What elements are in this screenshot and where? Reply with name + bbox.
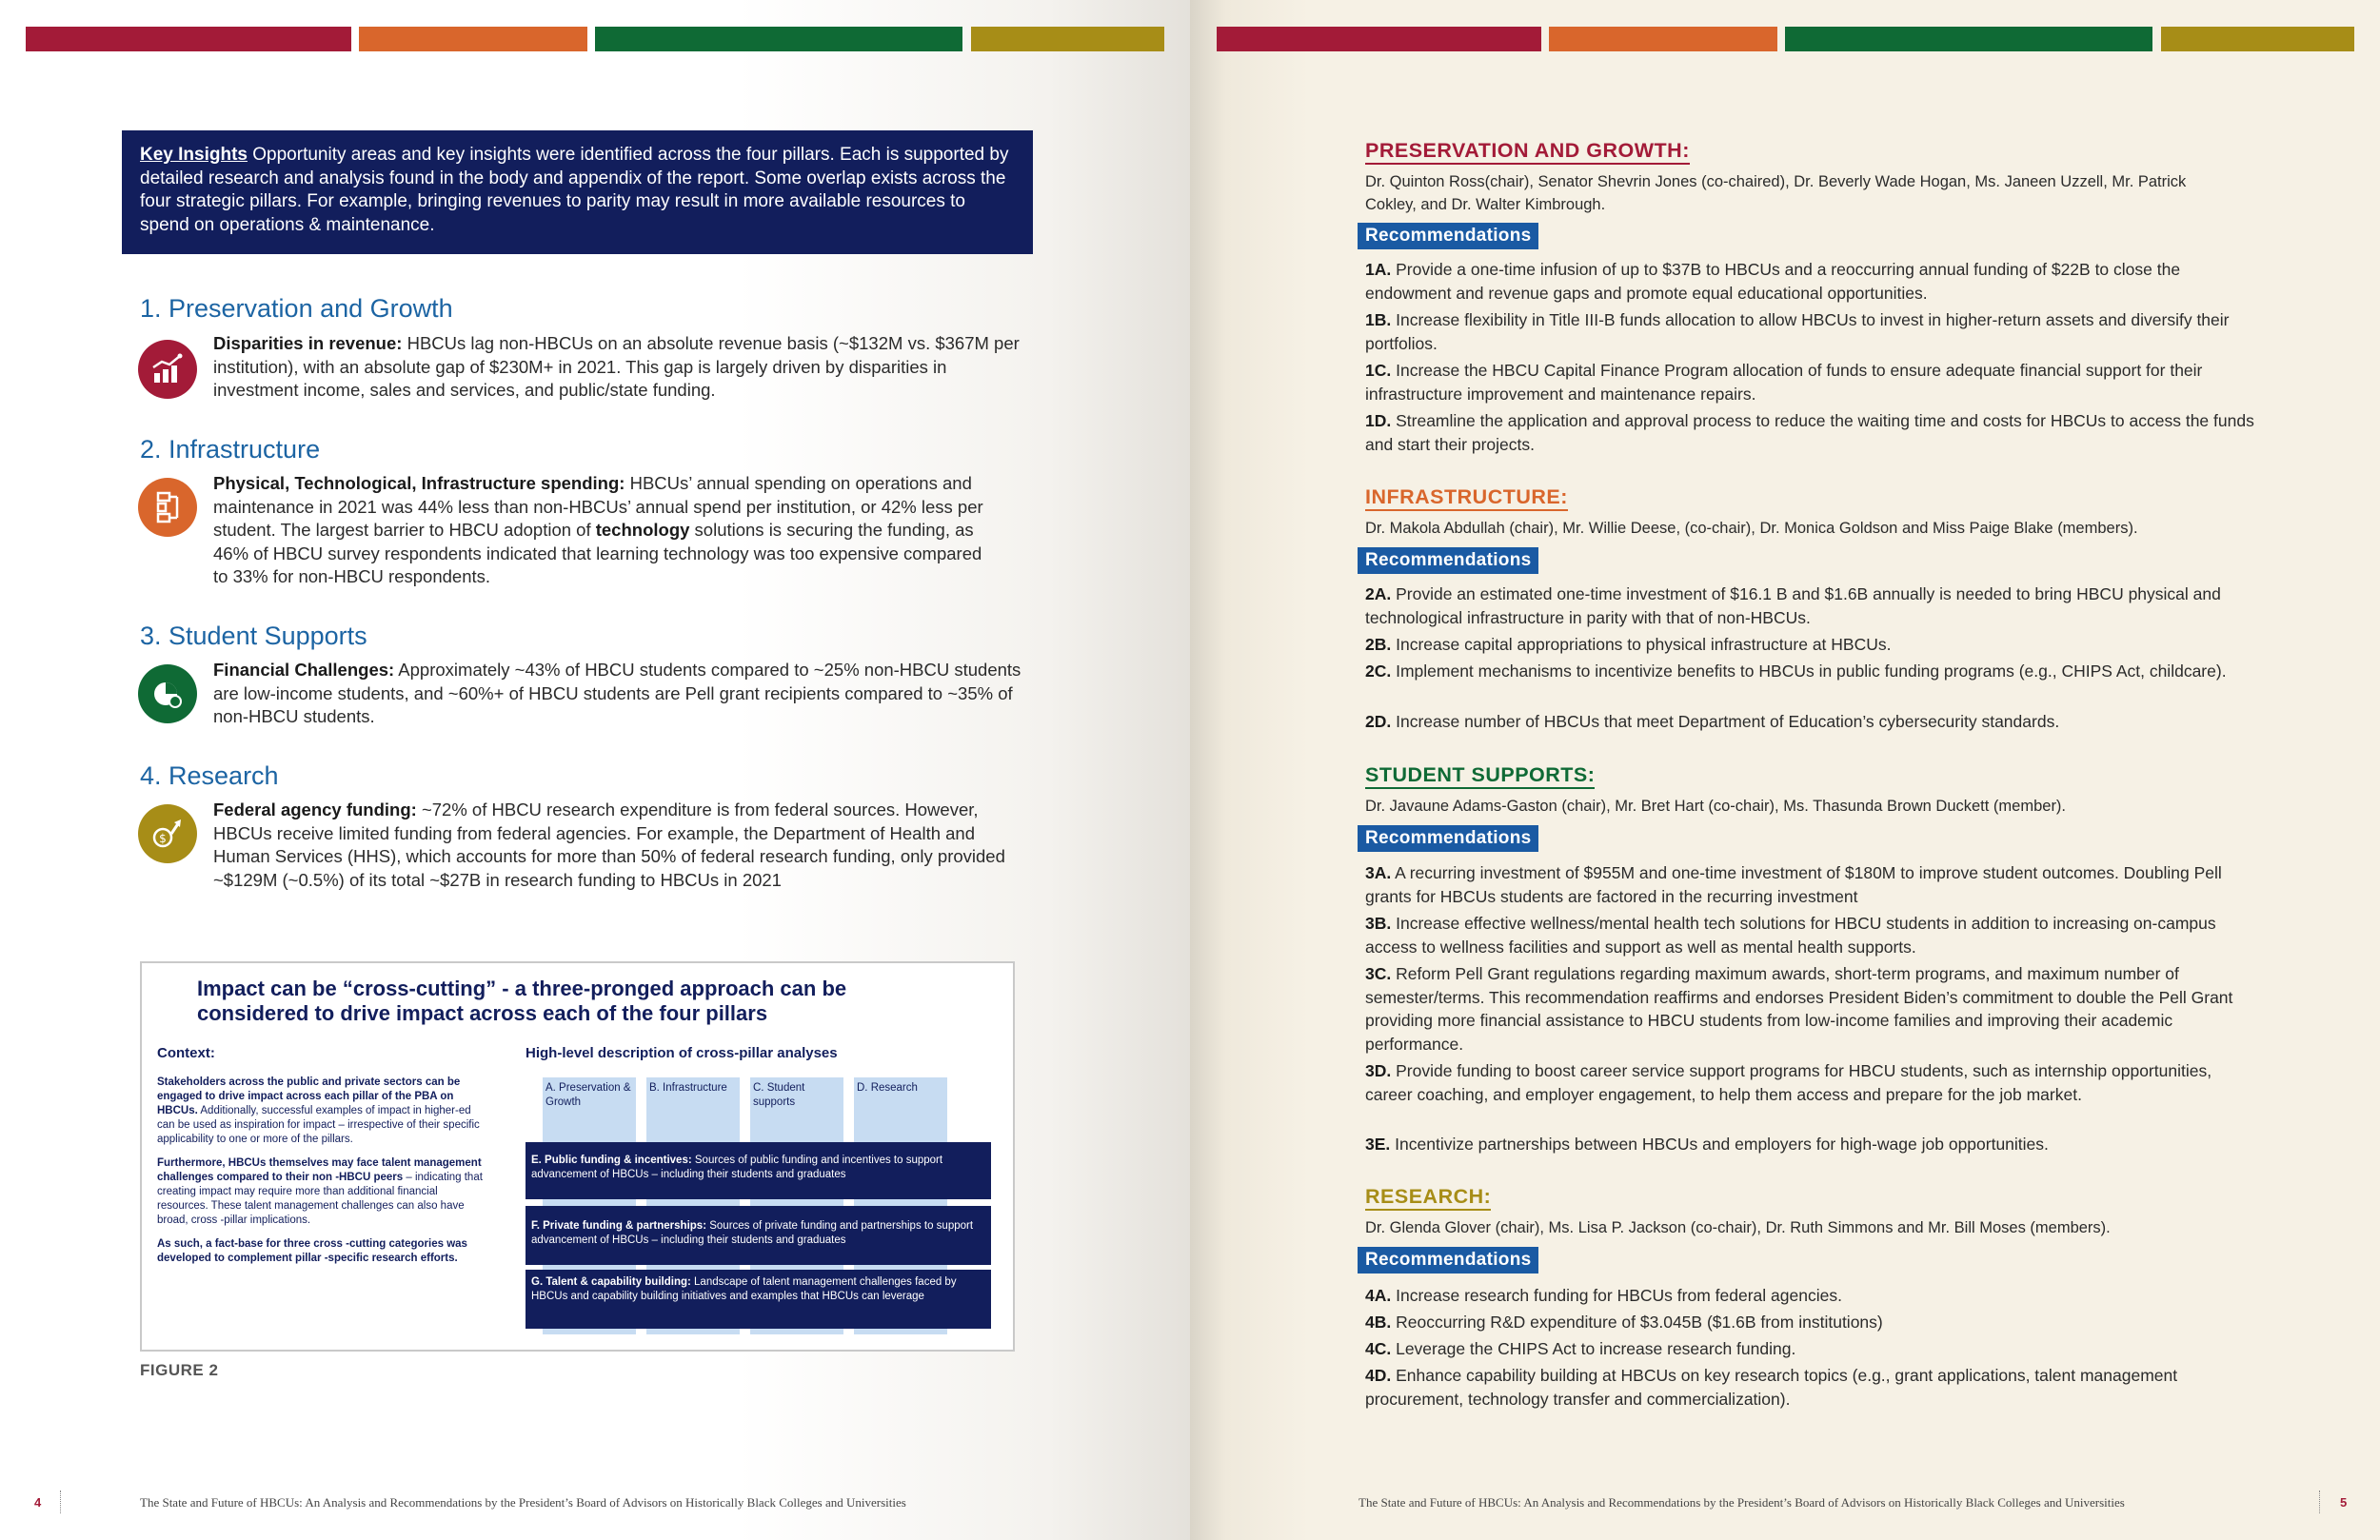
- rec-1a-id: 1A.: [1365, 260, 1392, 279]
- gold-color-bar: [971, 27, 1164, 51]
- figure-title: Impact can be “cross-cutting” - a three-pronged approach can be considered to drive impact across each of the four pillars: [197, 977, 847, 1025]
- rec-4d: [1365, 1364, 2260, 1411]
- rec-3c: [1365, 962, 2260, 1056]
- gold-color-bar: [2161, 27, 2354, 51]
- section-title-preservation: 1. Preservation and Growth: [140, 294, 453, 323]
- section-title-student-supports: 3. Student Supports: [140, 622, 367, 650]
- section-bold-preservation: Disparities in revenue:: [213, 333, 403, 353]
- rec-2a: [1365, 582, 2260, 629]
- row-e-bold: E. Public funding & incentives:: [531, 1155, 692, 1166]
- rec-4c-text: Leverage the CHIPS Act to increase research funding.: [1391, 1339, 1796, 1358]
- rec-1a: [1365, 258, 2260, 305]
- section-title-research: 4. Research: [140, 761, 279, 790]
- pillar-members-student-supports: Dr. Javaune Adams-Gaston (chair), Mr. Bret Hart (co-chair), Ms. Thasunda Brown Duckett (member).: [1365, 798, 2067, 815]
- section-body-research: [213, 799, 1032, 892]
- section-text-preservation: HBCUs lag non-HBCUs on an absolute revenue basis (~$132M vs. $367M per institution), with an absolute gap of $230M+ in 2021. This gap is largely driven by disparities in investment income, sales and services, and public/state funding.: [213, 333, 1020, 400]
- figure-cross-cutting: [140, 961, 1015, 1352]
- rec-2c-id: 2C.: [1365, 661, 1392, 681]
- pillar-title-student-supports-text: STUDENT SUPPORTS:: [1365, 763, 1595, 789]
- rec-1d-id: 1D.: [1365, 411, 1392, 430]
- rec-3a-text: A recurring investment of $955M and one-time investment of $180M to improve student outcomes. Doubling Pell grants for HBCUs students are factored in the recurring investment: [1365, 863, 2222, 906]
- crimson-color-bar: [1217, 27, 1541, 51]
- section-bold-technology: technology: [595, 520, 690, 540]
- pillar-title-preservation-text: PRESERVATION AND GROWTH:: [1365, 139, 1690, 165]
- key-insights-text: Opportunity areas and key insights were identified across the four pillars. Each is supported by detailed research and analysis found in the body and appendix of the report. Some overlap exists across the four strategic pillars. For example, bringing revenues to parity may result in more available resources to spend on operations & maintenance.: [140, 145, 1009, 235]
- rec-3b-id: 3B.: [1365, 914, 1392, 933]
- row-f-private-funding: [526, 1206, 991, 1265]
- context-p2: – indicating that creating impact may require more than additional financial resources. These talent management challenges can also have broad, cross -pillar implications.: [157, 1172, 483, 1226]
- section-bold-infrastructure: Physical, Technological, Infrastructure spending:: [213, 473, 625, 493]
- funding-growth-icon: [138, 804, 197, 863]
- rec-2a-text: Provide an estimated one-time investment of $16.1 B and $1.6B annually is needed to bring HBCU physical and technological infrastructure in parity with that of non-HBCUs.: [1365, 584, 2221, 627]
- section-text-infrastructure: HBCUs’ annual spending on operations and maintenance in 2021 was 44% less than non-HBCUs’ annual spend per institution, or 42% less per student. The largest barrier to HBCU adoption of: [213, 473, 983, 540]
- recommendations-label-2: Recommendations: [1358, 547, 1538, 574]
- rec-3c-id: 3C.: [1365, 964, 1392, 983]
- rec-2c-text: Implement mechanisms to incentivize benefits to HBCUs in public funding programs (e.g., CHIPS Act, childcare).: [1391, 661, 2227, 681]
- green-color-bar: [595, 27, 962, 51]
- section-title-infrastructure: 2. Infrastructure: [140, 435, 321, 464]
- infrastructure-icon: [138, 478, 197, 537]
- recommendations-label-3: Recommendations: [1358, 825, 1538, 852]
- green-color-bar: [1785, 27, 2152, 51]
- figure-hl-heading: High-level description of cross-pillar analyses: [526, 1045, 838, 1061]
- rec-3a-id: 3A.: [1365, 863, 1392, 882]
- context-p3: As such, a fact-base for three cross -cutting categories was developed to complement pillar -specific research efforts.: [157, 1238, 467, 1264]
- rec-4a: [1365, 1284, 2260, 1308]
- section-body-student-supports: [213, 659, 1032, 729]
- rec-1c: [1365, 359, 2260, 405]
- rec-1b-id: 1B.: [1365, 310, 1392, 329]
- pillar-members-infrastructure: Dr. Makola Abdullah (chair), Mr. Willie Deese, (co-chair), Dr. Monica Goldson and Miss Paige Blake (members).: [1365, 520, 2138, 537]
- rec-3e-id: 3E.: [1365, 1135, 1391, 1154]
- rec-3e-text: Incentivize partnerships between HBCUs and employers for high-wage job opportunities.: [1390, 1135, 2049, 1154]
- pillar-members-preservation: Dr. Quinton Ross(chair), Senator Shevrin Jones (co-chaired), Dr. Beverly Wade Hogan, Ms. Janeen Uzzell, Mr. Patrick Cokley, and Dr. Walter Kimbrough.: [1365, 173, 2187, 213]
- recommendations-label-1: Recommendations: [1358, 223, 1538, 249]
- rec-4b-id: 4B.: [1365, 1313, 1392, 1332]
- orange-color-bar: [359, 27, 587, 51]
- rec-3a: [1365, 861, 2260, 908]
- right-page: [1190, 0, 2380, 1540]
- rec-2c: [1365, 660, 2260, 683]
- pillar-members-research: Dr. Glenda Glover (chair), Ms. Lisa P. Jackson (co-chair), Dr. Ruth Simmons and Mr. Bill Moses (members).: [1365, 1219, 2111, 1236]
- pillar-title-infrastructure: [1365, 485, 1568, 509]
- rec-4a-id: 4A.: [1365, 1286, 1392, 1305]
- footer-separator: [60, 1491, 61, 1513]
- key-insights-box: [122, 130, 1033, 254]
- figure-context-heading: Context:: [157, 1045, 215, 1061]
- section-body-preservation: [213, 332, 1032, 403]
- footer-left: The State and Future of HBCUs: An Analysis and Recommendations by the President’s Board of Advisors on Historically Black Colleges and Universities: [140, 1495, 906, 1510]
- rec-1d-text: Streamline the application and approval process to reduce the waiting time and costs for HBCUs to access the funds and start their projects.: [1365, 411, 2254, 454]
- rec-3e: [1365, 1133, 2260, 1156]
- rec-1c-text: Increase the HBCU Capital Finance Program allocation of funds to ensure adequate financial support for their infrastructure improvement and maintenance repairs.: [1365, 361, 2203, 404]
- revenue-chart-icon: [138, 340, 197, 399]
- rec-2d-id: 2D.: [1365, 712, 1392, 731]
- rec-4d-text: Enhance capability building at HBCUs on key research topics (e.g., grant applications, talent management procurement, technology transfer and commercialization).: [1365, 1366, 2178, 1409]
- rec-3d: [1365, 1059, 2260, 1106]
- row-f-text: Sources of private funding and partnerships to support advancement of HBCUs – including their students and graduates: [531, 1220, 974, 1246]
- rec-1a-text: Provide a one-time infusion of up to $37B to HBCUs and a reoccurring annual funding of $22B to close the endowment and revenue gaps and promote equal educational opportunities.: [1365, 260, 2181, 303]
- rec-4d-id: 4D.: [1365, 1366, 1392, 1385]
- rec-4c: [1365, 1337, 2260, 1361]
- row-g-text: Landscape of talent management challenges faced by HBCUs and capability building initiatives and examples that HBCUs can leverage: [531, 1276, 957, 1302]
- row-e-text: Sources of public funding and incentives to support advancement of HBCUs – including their students and graduates: [531, 1155, 943, 1180]
- rec-3c-text: Reform Pell Grant regulations regarding maximum awards, short-term programs, and maximum number of semester/terms. This recommendation reaffirms and endorses President Biden’s commitment to double the Pell Grant providing more financial assistance to HBCU students from low-income families and improving their academic performance.: [1365, 964, 2233, 1054]
- row-e-public-funding: [526, 1142, 991, 1199]
- rec-2d: [1365, 710, 2260, 734]
- row-f-bold: F. Private funding & partnerships:: [531, 1220, 707, 1232]
- column-c-student-supports: C. Student supports: [750, 1077, 843, 1334]
- section-text-research: ~72% of HBCU research expenditure is from federal sources. However, HBCUs receive limited funding from federal agencies. For example, the Department of Health and Human Services (HHS), which accounts for more than 50% of federal research funding, only provided ~$129M (~0.5%) of its total ~$27B in research funding to HBCUs in 2021: [213, 800, 1005, 890]
- section-bold-research: Federal agency funding:: [213, 800, 417, 819]
- pillar-title-infrastructure-text: INFRASTRUCTURE:: [1365, 485, 1568, 511]
- rec-4a-text: Increase research funding for HBCUs from federal agencies.: [1391, 1286, 1842, 1305]
- rec-3b: [1365, 912, 2260, 958]
- rec-1c-id: 1C.: [1365, 361, 1392, 380]
- recommendations-label-4: Recommendations: [1358, 1247, 1538, 1273]
- pillar-title-research-text: RESEARCH:: [1365, 1185, 1491, 1211]
- rec-3d-id: 3D.: [1365, 1061, 1392, 1080]
- rec-3b-text: Increase effective wellness/mental health tech solutions for HBCU students in addition to increasing on-campus access to wellness facilities and support as well as mental health supports.: [1365, 914, 2216, 957]
- column-b-infrastructure: B. Infrastructure: [646, 1077, 740, 1334]
- section-text-student-supports: Approximately ~43% of HBCU students compared to ~25% non-HBCU students are low-income students, and ~60%+ of HBCU students are Pell grant recipients compared to ~35% of non-HBCU students.: [213, 660, 1021, 726]
- rec-2b-text: Increase capital appropriations to physical infrastructure at HBCUs.: [1391, 635, 1892, 654]
- figure-caption: FIGURE 2: [140, 1361, 219, 1379]
- section-body-infrastructure: [213, 472, 994, 589]
- figure-context: [157, 1076, 486, 1275]
- row-g-talent: [526, 1270, 991, 1329]
- context-p2-bold: Furthermore, HBCUs themselves may face talent management challenges compared to their non -HBCU peers: [157, 1157, 482, 1183]
- rec-2b-id: 2B.: [1365, 635, 1392, 654]
- context-p1-bold: Stakeholders across the public and private sectors can be engaged to drive impact across each pillar of the PBA on HBCUs.: [157, 1076, 461, 1116]
- rec-2a-id: 2A.: [1365, 584, 1392, 603]
- rec-4c-id: 4C.: [1365, 1339, 1392, 1358]
- footer-separator: [2319, 1491, 2320, 1513]
- row-g-bold: G. Talent & capability building:: [531, 1276, 691, 1288]
- pillar-title-research: [1365, 1185, 1491, 1209]
- section-bold-student-supports: Financial Challenges:: [213, 660, 395, 680]
- pie-chart-icon: [138, 664, 197, 723]
- context-p1: Additionally, successful examples of impact in higher-ed can be used as inspiration for impact – irrespective of their specific applicability to one or more of the pillars.: [157, 1105, 480, 1145]
- crimson-color-bar: [26, 27, 351, 51]
- pillar-title-student-supports: [1365, 763, 1595, 787]
- column-a-preservation: A. Preservation & Growth: [543, 1077, 636, 1334]
- rec-1b-text: Increase flexibility in Title III-B funds allocation to allow HBCUs to invest in higher-return assets and diversify their portfolios.: [1365, 310, 2230, 353]
- key-insights-lead: Key Insights: [140, 145, 248, 165]
- svg-text:$: $: [159, 832, 167, 845]
- rec-4b: [1365, 1311, 2260, 1334]
- section-text-infrastructure-2: solutions is securing the funding, as 46% of HBCU survey respondents indicated that learning technology was too expensive compared to 33% for non-HBCU respondents.: [213, 520, 982, 586]
- footer-right: The State and Future of HBCUs: An Analysis and Recommendations by the President’s Board of Advisors on Historically Black Colleges and Universities: [1359, 1495, 2125, 1510]
- page-number-left: 4: [34, 1495, 42, 1510]
- rec-1d: [1365, 409, 2260, 456]
- rec-2d-text: Increase number of HBCUs that meet Department of Education’s cybersecurity standards.: [1391, 712, 2060, 731]
- rec-2b: [1365, 633, 2260, 657]
- column-d-research: D. Research: [854, 1077, 947, 1334]
- page-number-right: 5: [2340, 1495, 2348, 1510]
- pillar-title-preservation: [1365, 139, 1690, 163]
- rec-3d-text: Provide funding to boost career service support programs for HBCU students, such as internship opportunities, career coaching, and employer engagement, to help them access and prepare for the job market.: [1365, 1061, 2212, 1104]
- rec-4b-text: Reoccurring R&D expenditure of $3.045B ($1.6B from institutions): [1391, 1313, 1883, 1332]
- rec-1b: [1365, 308, 2260, 355]
- orange-color-bar: [1549, 27, 1777, 51]
